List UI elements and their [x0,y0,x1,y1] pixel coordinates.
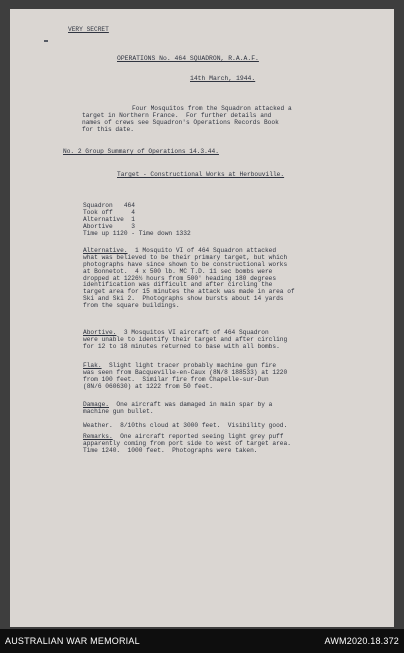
para-line: machine gun bullet. [83,407,154,415]
para-line: at Bonnetot. 4 x 500 lb. MC T.D. 11 sec bombs were [83,267,273,275]
alternative-paragraph [83,241,295,317]
remarks-label: Remarks. [83,432,113,440]
intro-line: Four Mosquitos from the Squadron attacked a [132,104,292,112]
document-title: OPERATIONS No. 464 SQUADRON, R.A.A.F. [117,55,259,62]
para-line: One aircraft reported seeing light grey puff [112,432,284,440]
stat-line: Alternative 1 [83,215,135,223]
stat-line: Squadron 464 [83,201,135,209]
stat-line: Time up 1120 - Time down 1332 [83,229,191,237]
intro-paragraph [82,99,292,140]
para-line: target area for 15 minutes the attack was made in area of [83,288,295,296]
abortive-paragraph [83,323,287,358]
para-line: apparently coming from port side to west of target area. [83,439,291,447]
target-heading: Target - Constructional Works at Herbouville. [117,171,285,178]
damage-label: Damage. [83,400,109,408]
footer-accession-number: AWM2020.18.372 [324,636,399,646]
para-line: 3 Mosquitos VI aircraft of 464 Squadron [116,328,269,336]
intro-line: names of crews see Squadron's Operations Records Book [82,118,279,126]
para-line: Slight light tracer probably machine gun fire [101,361,277,369]
para-line: were unable to identify their target and after circling [83,335,288,343]
para-line: Time 1240. 1000 feet. Photographs were taken. [83,446,258,454]
punch-mark [44,40,48,42]
para-line: identification was difficult and after circling the [83,281,273,289]
para-line: Ski and Ski 2. Photographs show bursts about 14 yards [83,295,284,303]
stats-block [83,196,191,244]
para-line: what was believed to be their primary target, but which [83,253,288,261]
flak-paragraph [83,356,287,397]
stat-line: Took off 4 [83,208,135,216]
para-line: 1 Mosquito VI of 464 Squadron attacked [127,246,277,254]
remarks-paragraph [83,427,291,462]
para-line: for 12 to 18 minutes returned to base with all bombs. [83,342,280,350]
footer-bar [0,629,404,653]
stat-line: Abortive 3 [83,222,135,230]
para-line: (8N/6 060630) at 1222 from 50 feet. [83,382,213,390]
weather-line: Weather. 8/10ths cloud at 3000 feet. Visibility good. [83,421,288,429]
intro-line: for this date. [82,125,134,133]
document-date: 14th March, 1944. [190,75,256,82]
flak-label: Flak. [83,361,102,369]
intro-line: target in Northern France. For further details and [82,111,272,119]
para-line: from 100 feet. Similar fire from Chapelle-sur-Dun [83,375,269,383]
classification-stamp: VERY SECRET [68,26,109,33]
para-line: dropped at 1226½ hours from 500' heading 180 degrees [83,274,277,282]
abortive-label: Abortive. [83,328,117,336]
para-line: One aircraft was damaged in main spar by a [109,400,273,408]
footer-institution: AUSTRALIAN WAR MEMORIAL [5,636,140,646]
para-line: photographs have since shown to be constructional works [83,260,288,268]
alternative-label: Alternative. [83,246,128,254]
para-line: was seen from Bacqueville-en-Caux (8N/8 188533) at 1220 [83,368,288,376]
summary-heading: No. 2 Group Summary of Operations 14.3.44. [63,148,219,155]
para-line: from the square buildings. [83,302,180,310]
